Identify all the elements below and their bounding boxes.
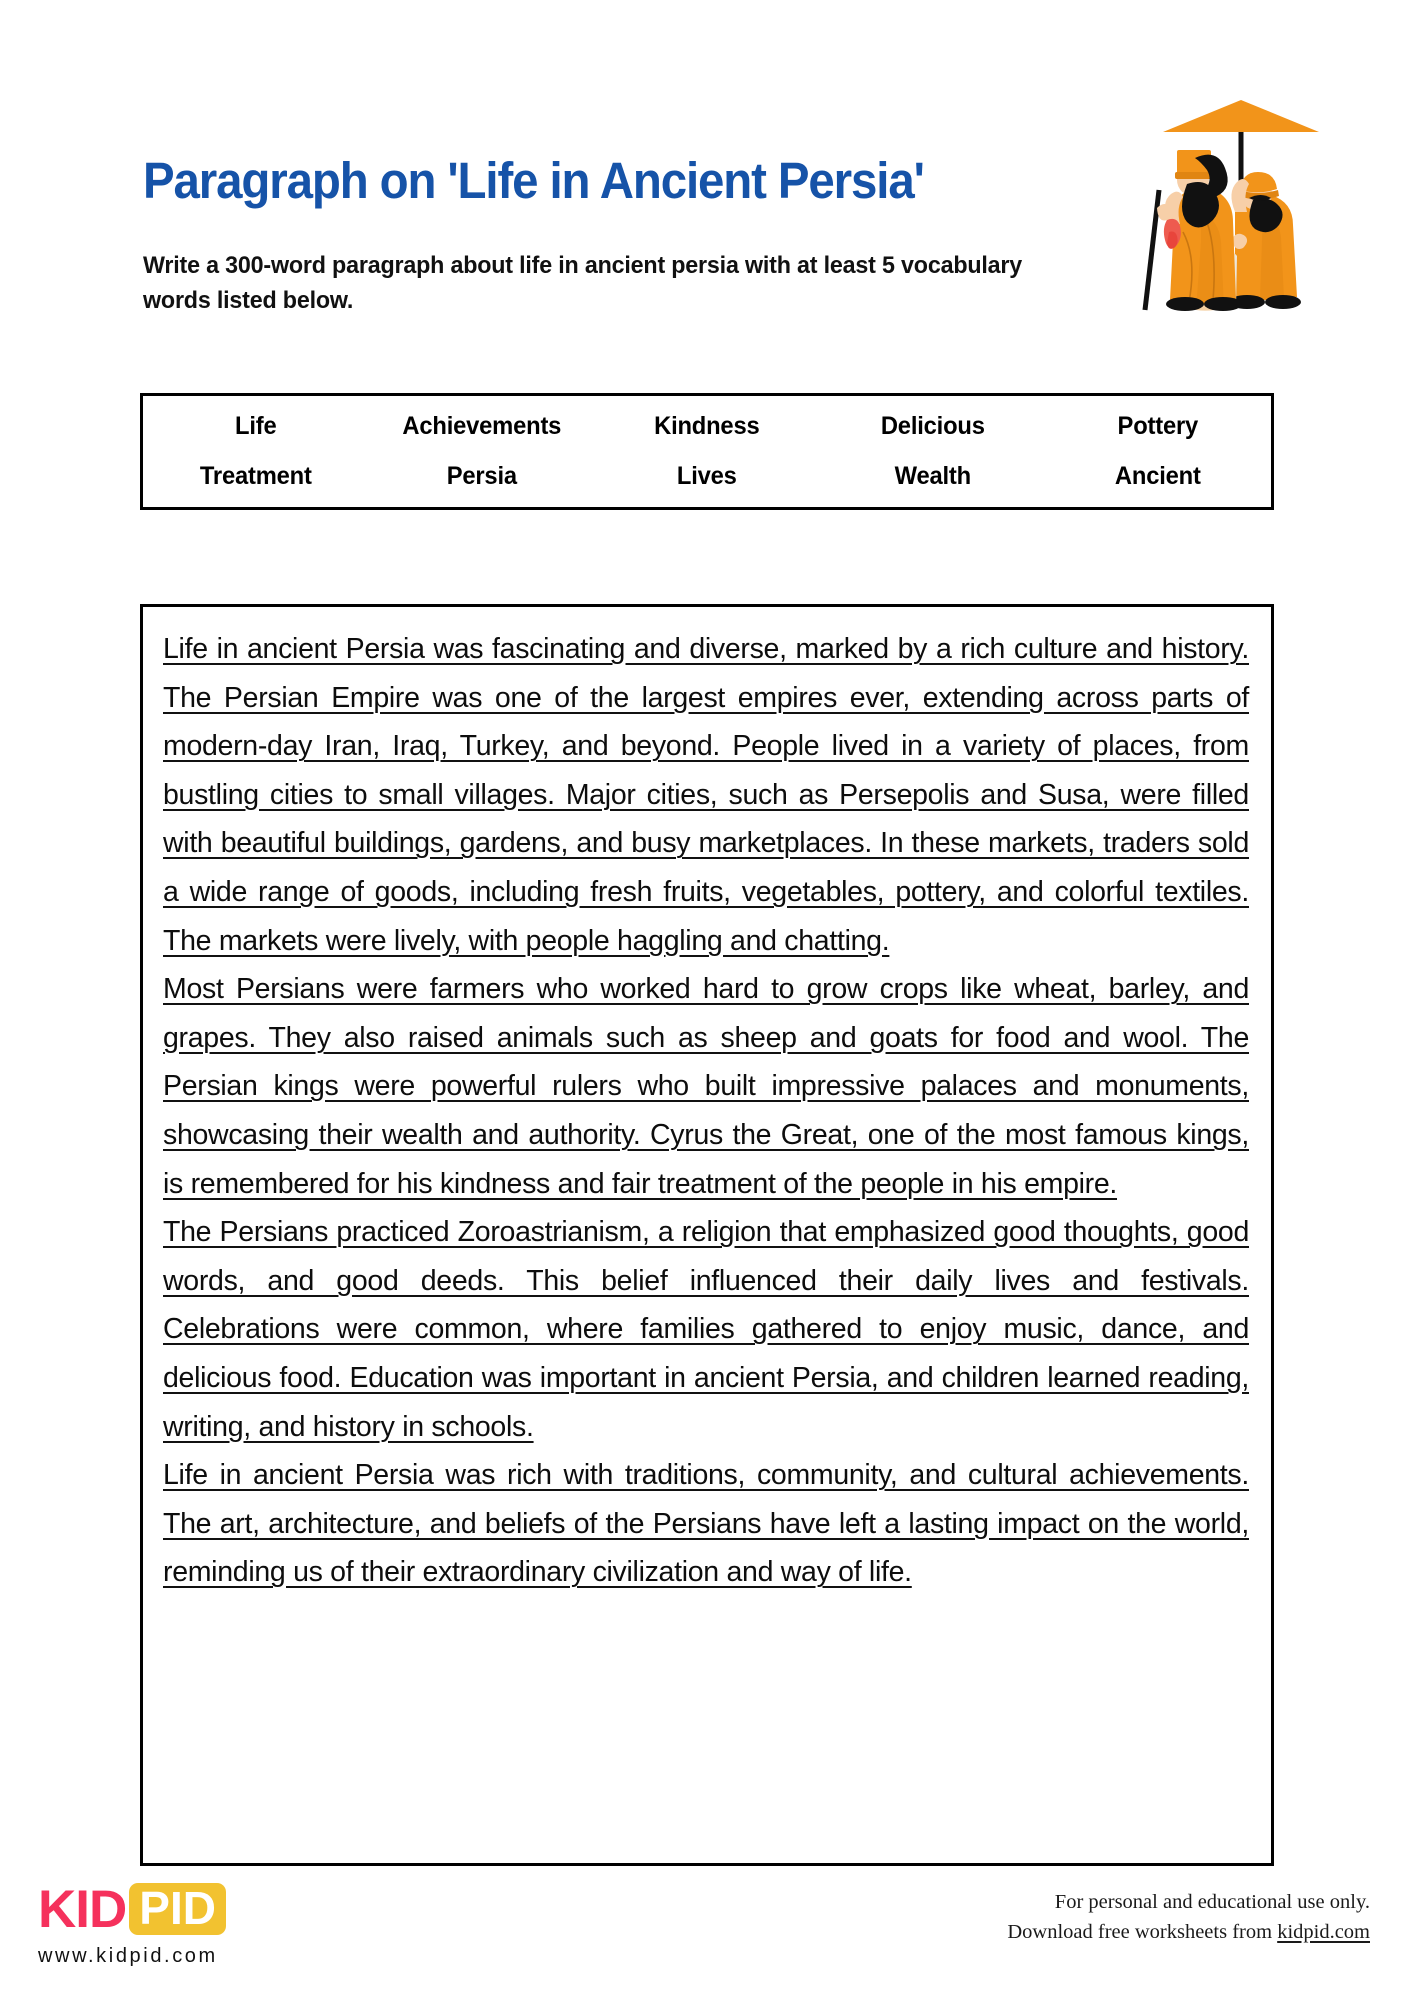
answer-paragraph: Life in ancient Persia was rich with traditions, community, and cultural achievements. The art, architecture, and beliefs of the Persians have left a lasting impact on the world, reminding us of their extraordinary civilization and way of life.	[163, 1459, 1249, 1589]
kidpid-logo	[38, 1880, 378, 1980]
footer-note-line-1: For personal and educational use only.	[1054, 1891, 1370, 1913]
vocabulary-word: Achievements	[402, 412, 561, 440]
logo-website-url: www.kidpid.com	[38, 1945, 218, 1967]
vocabulary-word: Lives	[677, 462, 737, 490]
vocabulary-row	[143, 402, 1271, 452]
vocabulary-word: Delicious	[880, 412, 985, 440]
vocabulary-word: Pottery	[1117, 412, 1199, 440]
worksheet-header	[0, 0, 1414, 380]
logo-pid-badge	[129, 1883, 226, 1935]
logo-wordmark	[38, 1880, 378, 1938]
vocabulary-word-bank	[140, 393, 1274, 510]
answer-paragraph: Life in ancient Persia was fascinating and diverse, marked by a rich culture and history. The Persian Empire was one of the largest empires ever, extending across parts of modern-day Iran, Iraq, Turkey, and beyond. People lived in a variety of places, from bustling cities to small villages. Major cities, such as Persepolis and Susa, were filled with beautiful buildings, gardens, and busy marketplaces. In these markets, traders sold a wide range of goods, including fresh fruits, vegetables, pottery, and colorful textiles. The markets were lively, with people haggling and chatting.	[163, 633, 1249, 957]
vocabulary-word: Wealth	[894, 462, 971, 490]
ancient-persian-figures-illustration	[1123, 72, 1373, 312]
page-title: Paragraph on 'Life in Ancient Persia'	[143, 152, 924, 209]
logo-pid-text: PID	[139, 1882, 216, 1934]
worksheet-footer	[0, 1872, 1414, 2000]
vocabulary-word: Life	[235, 412, 277, 440]
footer-usage-note	[1007, 1888, 1370, 1947]
answer-text	[163, 625, 1249, 1597]
vocabulary-word: Persia	[446, 462, 517, 490]
logo-kid-text: KID	[38, 1879, 127, 1939]
vocabulary-word: Kindness	[654, 412, 760, 440]
answer-paragraph: The Persians practiced Zoroastrianism, a religion that emphasized good thoughts, good words, and good deeds. This belief influenced their daily lives and festivals. Celebrations were common, where families gathered to enjoy music, dance, and delicious food. Education was important in ancient Persia, and children learned reading, writing, and history in schools.	[163, 1216, 1249, 1443]
king-figure	[1157, 150, 1242, 311]
attendant-figure	[1229, 172, 1301, 309]
worksheet-instructions: Write a 300-word paragraph about life in ancient persia with at least 5 vocabulary words listed below.	[143, 252, 1023, 314]
vocabulary-word: Ancient	[1115, 462, 1202, 490]
answer-area[interactable]	[140, 604, 1274, 1866]
kidpid-link[interactable]: kidpid.com	[1277, 1920, 1370, 1943]
vocabulary-row	[143, 452, 1271, 502]
footer-note-line-2	[1007, 1918, 1370, 1948]
answer-paragraph: Most Persians were farmers who worked hard to grow crops like wheat, barley, and grapes. They also raised animals such as sheep and goats for food and wool. The Persian kings were powerful rulers who built impressive palaces and monuments, showcasing their wealth and authority. Cyrus the Great, one of the most famous kings, is remembered for his kindness and fair treatment of the people in his empire.	[163, 973, 1249, 1200]
footer-note-prefix: Download free worksheets from	[1007, 1920, 1278, 1943]
vocabulary-word: Treatment	[199, 462, 312, 490]
